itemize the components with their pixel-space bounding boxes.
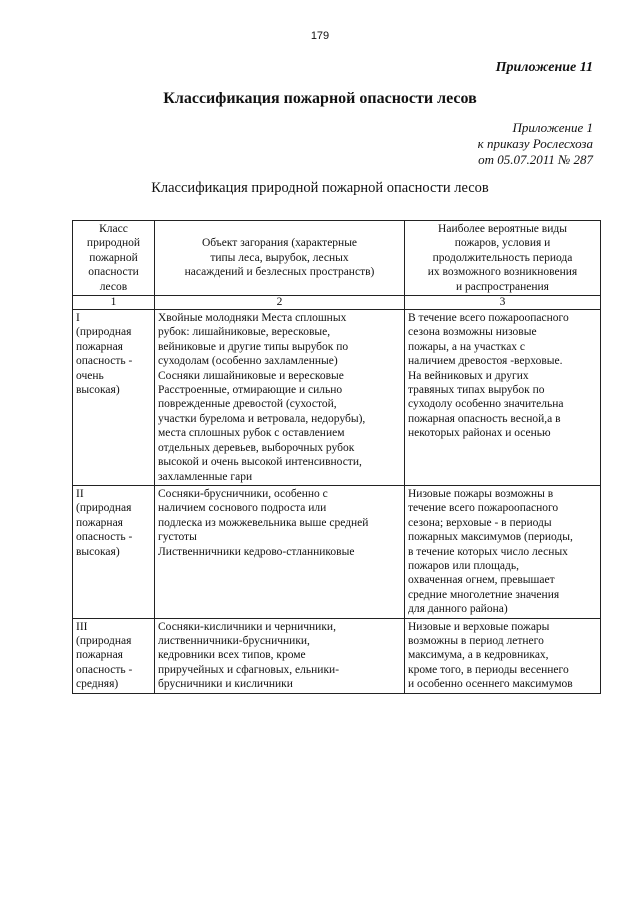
cell-class xyxy=(73,485,155,618)
fire-danger-table xyxy=(72,220,601,694)
cell-line: наличием древостоя -верховые. xyxy=(408,355,563,368)
cell-line: их возможного возникновения xyxy=(427,266,578,279)
cell-line: пожаров или площадь, xyxy=(408,559,519,572)
cell-line: пожарная опасность весной,а в xyxy=(408,412,561,425)
cell-line: брусничники и кисличники xyxy=(158,678,293,691)
cell-line: в течение которых число лесных xyxy=(408,545,568,558)
cell-line: густоты xyxy=(158,531,197,544)
column-number-2: 2 xyxy=(155,296,405,310)
cell-line: поврежденные древостой (сухостой, xyxy=(158,398,337,411)
cell-line: возможны в период летнего xyxy=(408,634,544,647)
page-number: 179 xyxy=(310,30,330,42)
cell-line: участки бурелома и ветровала, недорубы), xyxy=(158,412,366,425)
cell-line: На вейниковых и других xyxy=(408,369,529,382)
cell-line: Лиственничники кедрово-стланниковые xyxy=(158,545,355,558)
cell-line: суходолу особенно значительна xyxy=(408,398,564,411)
cell-line: высокой и очень высокой интенсивности, xyxy=(158,456,362,469)
cell-line: II xyxy=(76,487,84,500)
cell-line: лесов xyxy=(99,280,128,293)
cell-line: Хвойные молодняки Места сплошных xyxy=(158,312,347,325)
cell-line: опасность - xyxy=(76,355,133,368)
order-ref-line-3: от 05.07.2011 № 287 xyxy=(478,152,593,167)
cell-line: В течение всего пожароопасного xyxy=(408,312,569,325)
cell-line: (природная xyxy=(76,634,132,647)
cell-line: высокая) xyxy=(76,384,120,397)
cell-line: кроме того, в периоды весеннего xyxy=(408,663,569,676)
cell-line: наличием соснового подроста или xyxy=(158,502,327,515)
cell-line: Низовые пожары возможны в xyxy=(408,487,554,500)
cell-line: Сосняки лишайниковые и вересковые xyxy=(158,369,344,382)
header-object xyxy=(155,221,405,296)
cell-line: и особенно осеннего максимумов xyxy=(408,678,573,691)
cell-fire-types xyxy=(405,485,601,618)
cell-line: вейниковые и другие типы вырубок по xyxy=(158,340,349,353)
cell-line: Расстроенные, отмирающие и сильно xyxy=(158,384,343,397)
cell-class xyxy=(73,310,155,486)
cell-line: для данного района) xyxy=(408,603,508,616)
cell-line: пожарной xyxy=(89,251,138,264)
table-header-row xyxy=(73,221,601,296)
cell-line: опасность - xyxy=(76,663,133,676)
cell-line: насаждений и безлесных пространств) xyxy=(184,266,375,279)
cell-object xyxy=(155,618,405,693)
cell-line: пожарных максимумов (периоды, xyxy=(408,531,573,544)
cell-line: Наиболее вероятные виды xyxy=(438,223,567,235)
cell-line: типы леса, вырубок, лесных xyxy=(210,251,349,264)
header-fire-types xyxy=(405,221,601,296)
cell-line: Низовые и верховые пожары xyxy=(408,620,550,633)
cell-line: течение всего пожароопасного xyxy=(408,502,559,515)
cell-line: кедровники всех типов, кроме xyxy=(158,649,306,662)
cell-line: охваченная огнем, превышает xyxy=(408,574,555,587)
cell-line: опасности xyxy=(88,266,139,279)
cell-line: пожарная xyxy=(76,516,123,529)
cell-line: суходолам (особенно захламленные) xyxy=(158,355,338,368)
cell-line: (природная xyxy=(76,326,132,339)
cell-line: травяных типах вырубок по xyxy=(408,384,545,397)
appendix-label: Приложение 11 xyxy=(495,60,593,75)
cell-line: Класс xyxy=(99,223,128,235)
cell-line: средние многолетние значения xyxy=(408,588,560,601)
order-ref-line-2: к приказу Рослесхоза xyxy=(477,136,593,151)
cell-line: (природная xyxy=(76,502,132,515)
cell-line: природной xyxy=(86,237,141,250)
cell-line: пожарная xyxy=(76,340,123,353)
cell-line: Сосняки-кисличники и черничники, xyxy=(158,620,336,633)
cell-line: и распространения xyxy=(456,280,549,293)
cell-line: Сосняки-брусничники, особенно с xyxy=(158,487,328,500)
cell-line: пожарная xyxy=(76,649,123,662)
table-row xyxy=(73,310,601,486)
cell-line: приручейных и сфагновых, ельники- xyxy=(158,663,340,676)
cell-line: места сплошных рубок с оставлением xyxy=(158,427,345,440)
cell-line: пожаров, условия и xyxy=(454,237,551,250)
cell-line: подлеска из можжевельника выше средней xyxy=(158,516,369,529)
table-row xyxy=(73,485,601,618)
cell-class xyxy=(73,618,155,693)
cell-line: рубок: лишайниковые, вересковые, xyxy=(158,326,331,339)
cell-line: опасность - xyxy=(76,531,133,544)
cell-line: высокая) xyxy=(76,545,120,558)
cell-line: III xyxy=(76,620,88,633)
cell-line: сезона возможны низовые xyxy=(408,326,537,339)
cell-object xyxy=(155,485,405,618)
cell-fire-types xyxy=(405,618,601,693)
cell-line: средняя) xyxy=(76,678,119,691)
order-ref-line-1: Приложение 1 xyxy=(512,120,593,135)
header-class xyxy=(73,221,155,296)
cell-line: максимума, а в кедровниках, xyxy=(408,649,549,662)
cell-line: отдельных деревьев, выборочных рубок xyxy=(158,441,355,454)
cell-line: некоторых районах и осенью xyxy=(408,427,551,440)
cell-line: очень xyxy=(76,369,104,382)
cell-line: I xyxy=(76,312,80,325)
column-number-1: 1 xyxy=(73,296,155,310)
main-title: Классификация пожарной опасности лесов xyxy=(163,90,477,107)
column-number-row xyxy=(73,296,601,310)
cell-line: сезона; верховые - в периоды xyxy=(408,516,552,529)
cell-object xyxy=(155,310,405,486)
column-number-3: 3 xyxy=(405,296,601,310)
cell-line: Объект загорания (характерные xyxy=(201,237,358,250)
table-title: Классификация природной пожарной опасности лесов xyxy=(151,180,489,196)
table-row xyxy=(73,618,601,693)
order-reference xyxy=(478,120,593,168)
cell-line: лиственничники-брусничники, xyxy=(158,634,310,647)
cell-line: захламленные гари xyxy=(158,470,253,483)
cell-line: продолжительность периода xyxy=(432,251,573,264)
cell-fire-types xyxy=(405,310,601,486)
cell-line: пожары, а на участках с xyxy=(408,340,526,353)
